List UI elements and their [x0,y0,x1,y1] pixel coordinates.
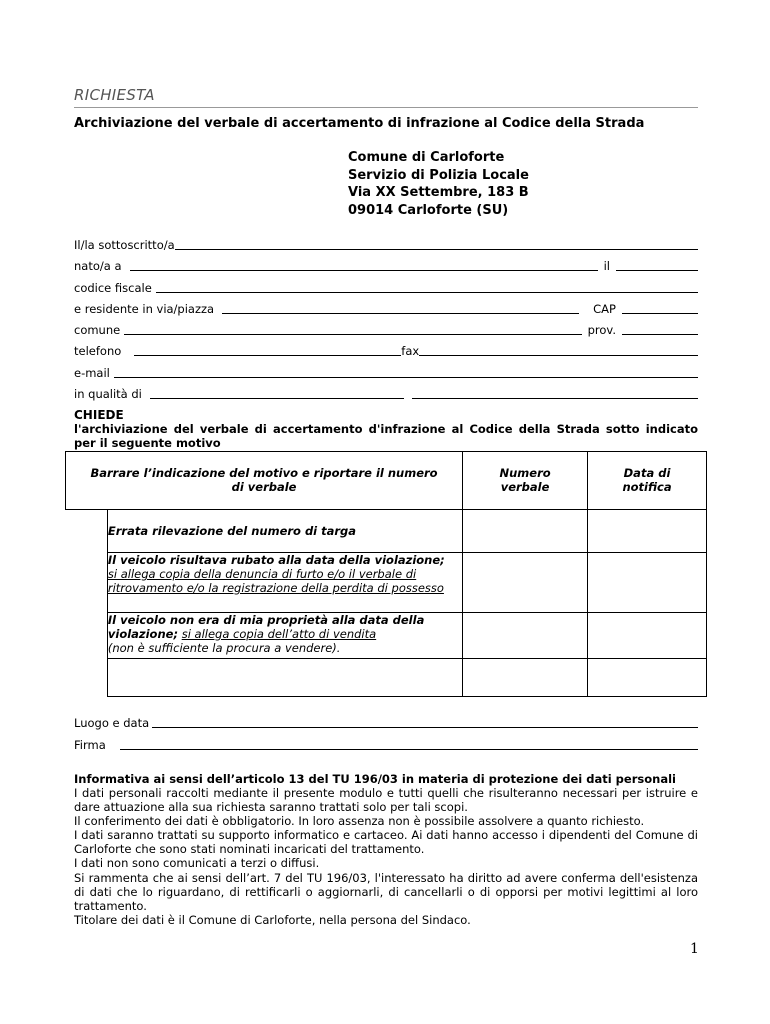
privacy-paragraph: I dati non sono comunicati a terzi o diffusi. [74,856,320,871]
label-residente: e residente in via/piazza [74,302,215,316]
label-cap: CAP [593,302,616,316]
label-nato: nato/a a [74,259,122,273]
cell-data-3[interactable] [588,613,707,659]
privacy-text [74,786,698,927]
field-firma [74,737,698,752]
page-number: 1 [690,941,699,957]
input-qualita[interactable] [150,388,404,399]
motivo-table [65,451,707,697]
privacy-paragraph: Si rammenta che ai sensi dell’art. 7 del TU 196/03, l'interessato ha diritto ad avere conferma dell'esistenza di dati che lo riguardano, di rettificarli o aggiornarli, di cancellarli o di opporsi per motivi legittimi al loro trattamento. [74,870,698,913]
field-codice-fiscale [74,280,698,295]
reason-proprieta-note: (non è sufficiente la procura a vendere). [107,641,341,655]
input-luogo-data[interactable] [152,717,698,728]
reason-proprieta[interactable] [107,613,462,659]
cell-data-2[interactable] [588,553,707,613]
input-prov[interactable] [622,324,698,335]
field-nato [74,258,698,273]
label-comune: comune [74,323,121,337]
field-telefono [74,343,698,358]
reason-proprieta-main: Il veicolo non era di mia proprietà alla data della violazione; [107,613,425,641]
input-residente[interactable] [222,303,579,314]
privacy-paragraph: Il conferimento dei dati è obbligatorio. In loro assenza non è possibile assolvere a quanto richiesto. [74,814,645,829]
input-fax[interactable] [419,345,698,356]
field-luogo-data [74,715,698,730]
label-il: il [603,259,610,273]
label-fax: fax [401,344,420,358]
cell-numero-1[interactable] [463,510,588,553]
header-data-notifica: Data di notifica [588,452,707,510]
recipient-line-1: Comune di Carloforte [348,150,505,165]
header-motivo: Barrare l’indicazione del motivo e riportare il numero di verbale [66,452,463,510]
header-numero-verbale: Numero verbale [463,452,588,510]
cell-data-4[interactable] [588,659,707,697]
label-sottoscritto: Il/la sottoscritto/a [74,238,175,252]
input-email[interactable] [114,367,698,378]
label-firma: Firma [74,738,106,752]
document-title: RICHIESTA [74,86,155,104]
reason-targa[interactable] [107,510,462,553]
input-firma[interactable] [120,739,698,750]
input-qualita-extra[interactable] [412,388,698,399]
reason-rubato-sub: si allega copia della denuncia di furto e/o il verbale di ritrovamento e/o la registrazione della perdita di possesso [107,567,444,595]
privacy-paragraph: I dati personali raccolti mediante il presente modulo e tutti quelli che risulteranno necessari per istruire e dare attuazione alla sua richiesta saranno trattati solo per tali scopi. [74,786,698,815]
checkbox-column [66,510,108,697]
input-sottoscritto[interactable] [175,239,698,250]
input-codice-fiscale[interactable] [156,282,698,293]
cell-numero-3[interactable] [463,613,588,659]
privacy-paragraph: Titolare dei dati è il Comune di Carloforte, nella persona del Sindaco. [74,912,471,927]
title-divider [74,107,698,108]
field-residente [74,301,698,316]
field-comune [74,322,698,337]
input-nato[interactable] [130,260,598,271]
input-cap[interactable] [622,303,698,314]
label-qualita: in qualità di [74,387,142,401]
chiede-text: l'archiviazione del verbale di accertamento d'infrazione al Codice della Strada sotto indicato per il seguente motivo [74,422,698,450]
cell-numero-2[interactable] [463,553,588,613]
field-email [74,365,698,380]
reason-rubato[interactable] [107,553,462,613]
reason-empty[interactable] [107,659,462,697]
label-email: e-mail [74,366,110,380]
recipient-line-2: Servizio di Polizia Locale [348,167,529,183]
field-qualita [74,386,698,401]
input-comune[interactable] [124,324,581,335]
recipient-line-3: Via XX Settembre, 183 B [348,185,529,200]
label-prov: prov. [587,323,616,337]
recipient-line-4: 09014 Carloforte (SU) [348,202,509,218]
reason-rubato-main: Il veicolo risultava rubato alla data della violazione; [107,553,445,567]
document-subtitle: Archiviazione del verbale di accertamento di infrazione al Codice della Strada [74,116,645,131]
cell-data-1[interactable] [588,510,707,553]
recipient-address [348,149,529,219]
label-luogo-data: Luogo e data [74,716,150,730]
input-telefono[interactable] [134,345,401,356]
chiede-heading: CHIEDE [74,408,124,422]
cell-numero-4[interactable] [463,659,588,697]
label-codice-fiscale: codice fiscale [74,281,152,295]
label-telefono: telefono [74,344,122,358]
privacy-paragraph: I dati saranno trattati su supporto informatico e cartaceo. Ai dati hanno accesso i dipendenti del Comune di Carloforte che sono stati nominati incaricati del trattamento. [74,828,698,857]
field-sottoscritto [74,237,698,252]
reason-proprieta-sub: si allega copia dell’atto di vendita [181,627,377,641]
input-data-nascita[interactable] [616,260,698,271]
reason-targa-text: Errata rilevazione del numero di targa [107,524,357,538]
privacy-title: Informativa ai sensi dell’articolo 13 del TU 196/03 in materia di protezione dei dati personali [74,772,676,786]
